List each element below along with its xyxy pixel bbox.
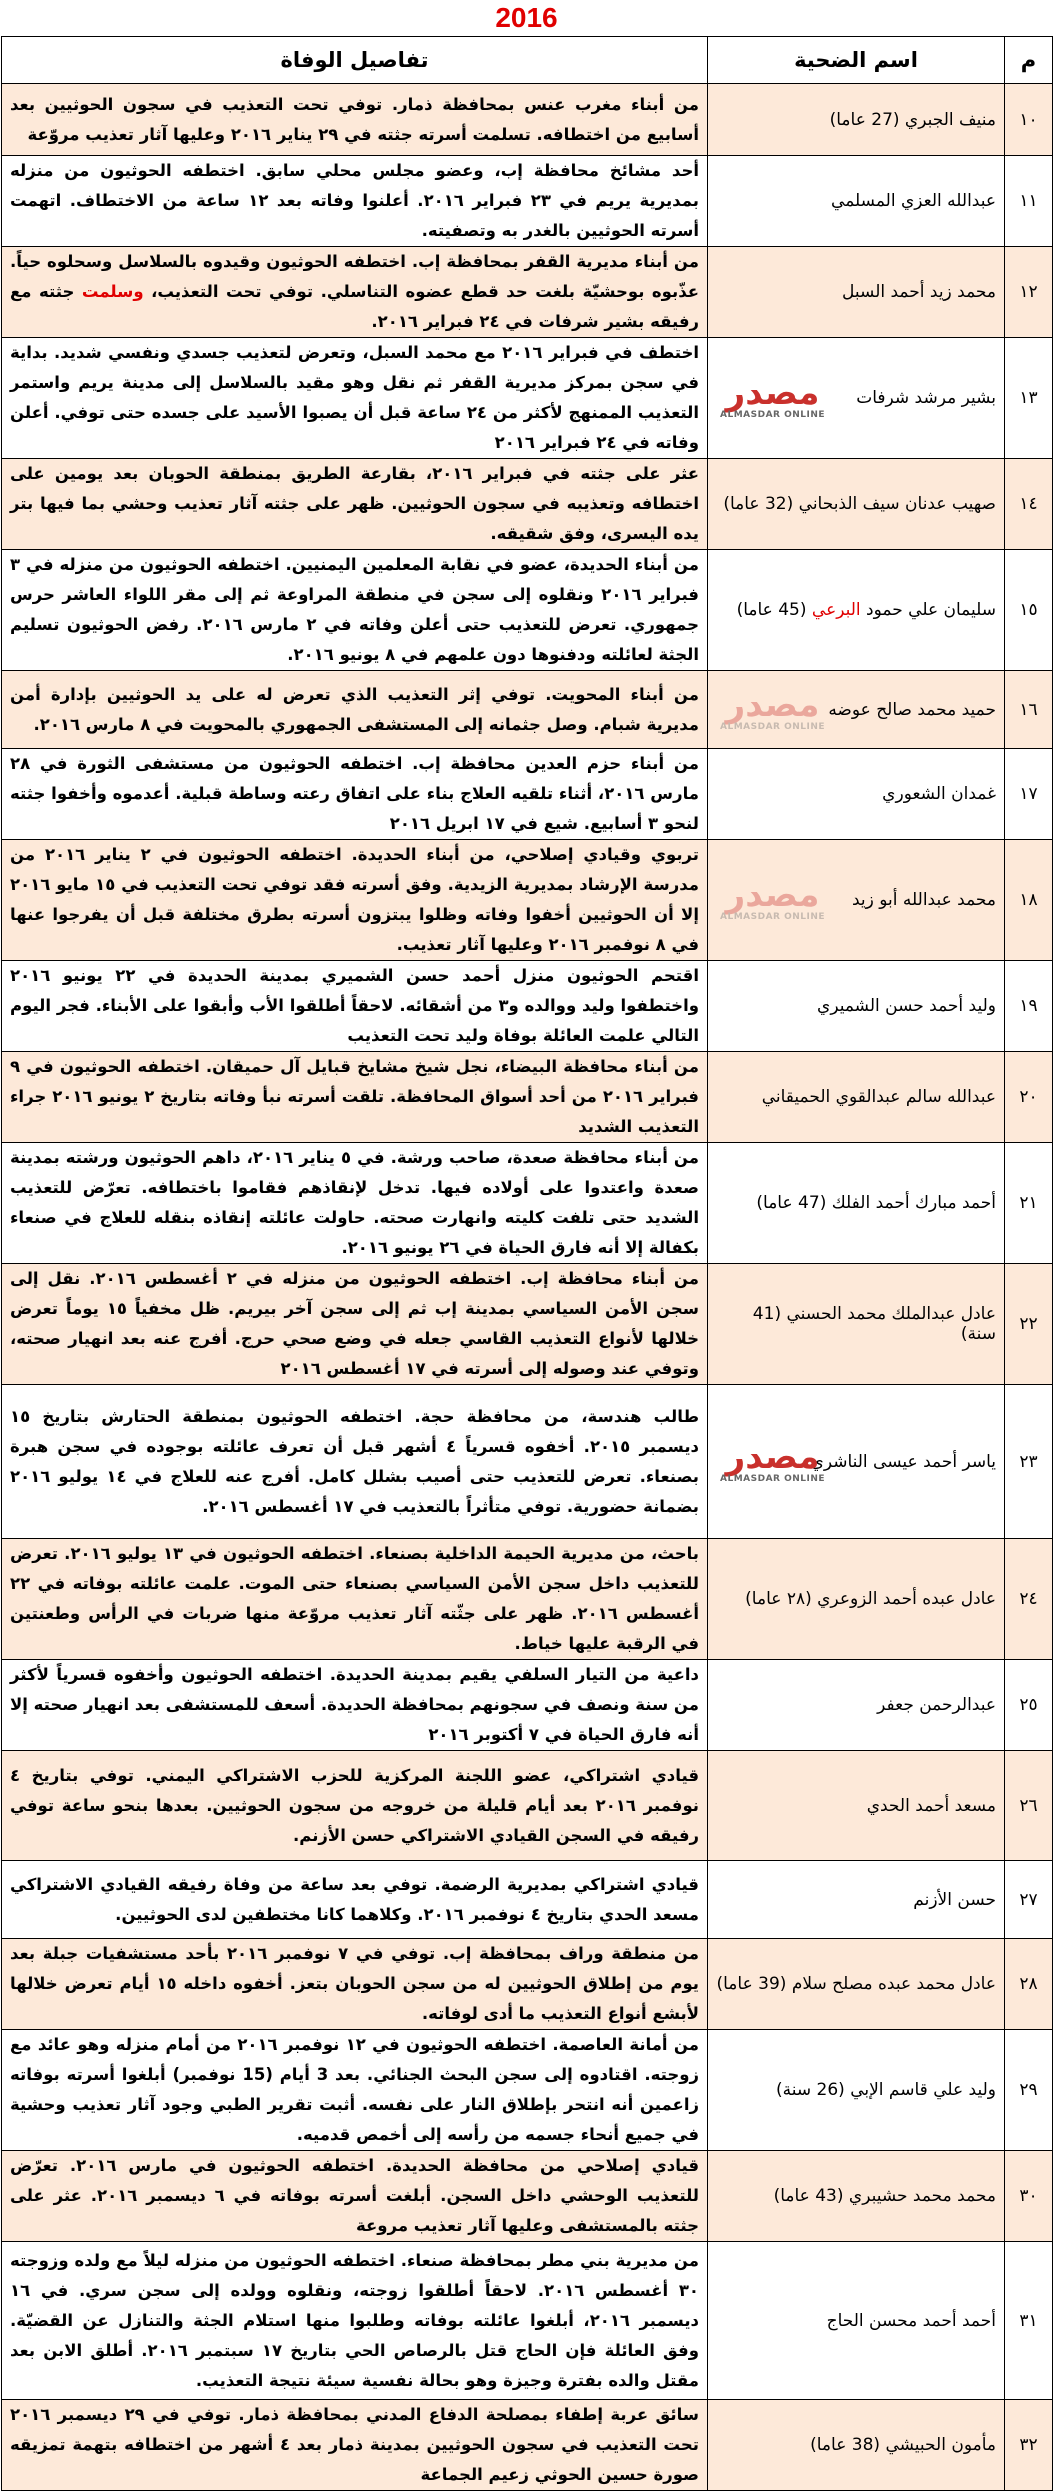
victim-name — [708, 550, 1005, 671]
death-details — [2, 671, 708, 749]
table-row — [2, 1861, 1053, 1939]
table-row — [2, 671, 1053, 749]
victim-name-text: أحمد أحمد محسن الحاج — [826, 2310, 996, 2331]
victim-name — [708, 338, 1005, 459]
table-row — [2, 459, 1053, 550]
table-row — [2, 1939, 1053, 2030]
death-details-text: من أبناء محافظة البيضاء، نجل شيخ مشايخ قبايل آل حميقان. اختطفه الحوثيون في ٩ فبراير ٢٠١٦ من أحد أسواق المحافظة. تلقت أسرته نبأ وفاته بتاريخ ٢ يونيو ٢٠١٦ جراء التعذيب الشديد — [10, 1057, 699, 1136]
row-number: ١٩ — [1005, 961, 1053, 1052]
row-number: ٣٠ — [1005, 2151, 1053, 2242]
victim-name — [708, 1143, 1005, 1264]
almasdar-logo-watermark — [720, 373, 826, 420]
death-details-text: من منطقة وراف بمحافظة إب. توفي في ٧ نوفمبر ٢٠١٦ بأحد مستشفيات جبلة بعد يوم من إطلاق الحوثيين له من سجن الحوبان بتعز. أخفوه داخله ١٥ أيام تعرض خلالها لأبشع أنواع التعذيب ما أدى لوفاته. — [10, 1944, 699, 2023]
death-details — [2, 550, 708, 671]
death-details-text: قيادي إصلاحي من محافظة الحديدة. اختطفه الحوثيون في مارس ٢٠١٦. تعرّض للتعذيب الوحشي داخل السجن. أبلغت أسرته بوفاته في ٦ ديسمبر ٢٠١٦. عثر على جثته بالمستشفى وعليها آثار تعذيب مروعة — [10, 2156, 699, 2235]
victim-name — [708, 156, 1005, 247]
table-row — [2, 156, 1053, 247]
victim-name — [708, 1052, 1005, 1143]
death-details-text: باحث، من مديرية الحيمة الداخلية بصنعاء. اختطفه الحوثيون في ١٣ يوليو ٢٠١٦. تعرض للتعذيب داخل سجن الأمن السياسي بصنعاء حتى الموت. علمت عائلته بوفاته في ٢٢ أغسطس ٢٠١٦. ظهر على جثّته آثار تعذيب مروّعة منها ضربات في الرأس وطعنتين في الرقبة عليها خياط. — [10, 1544, 700, 1653]
death-details-text: من أبناء حزم العدين محافظة إب. اختطفه الحوثيون من مستشفى الثورة في ٢٨ مارس ٢٠١٦، أثناء تلقيه العلاج بناء على اتفاق رعته وساطة قبلية. أعدموه وأخفوا جثته لنحو ٣ أسابيع. شيع في ١٧ ابريل ٢٠١٦ — [10, 754, 699, 833]
death-details — [2, 1539, 708, 1660]
victim-name-text: عادل محمد عبده مصلح سلام (39 عاما) — [716, 1974, 996, 1994]
victim-name-text: عبدالله سالم عبدالقوي الحميقاني — [761, 1087, 996, 1107]
victim-name-text: وليد أحمد حسن الشميري — [817, 996, 996, 1016]
victim-name-text: عبدالله العزي المسلمي — [831, 191, 996, 211]
almasdar-logo-watermark — [720, 875, 826, 922]
table-row — [2, 749, 1053, 840]
victim-name-text: مأمون الحبيشي (38 عاما) — [810, 2435, 996, 2455]
death-details-text: قيادي اشتراكي، عضو اللجنة المركزية للحزب الاشتراكي اليمني. توفي بتاريخ ٤ نوفمبر ٢٠١٦ بعد أيام قليلة من خروجه من سجون الحوثيين. بعدها بنحو ساعة توفي رفيقه في السجن القيادي الاشتراكي حسن الأزنم. — [10, 1765, 699, 1845]
victim-name — [708, 247, 1005, 338]
victim-name-text: عادل عبدالملك محمد الحسني (41 سنة) — [752, 1304, 996, 1344]
table-row — [2, 84, 1053, 156]
row-number: ١٥ — [1005, 550, 1053, 671]
row-number: ٢٤ — [1005, 1539, 1053, 1660]
death-details — [2, 1264, 708, 1385]
death-details — [2, 1660, 708, 1751]
header-name: اسم الضحية — [708, 37, 1005, 84]
death-details — [2, 1385, 708, 1539]
death-details — [2, 2151, 708, 2242]
death-details-text: سائق عربة إطفاء بمصلحة الدفاع المدني بمحافظة ذمار. توفي في ٢٩ ديسمبر ٢٠١٦ تحت التعذيب في سجون الحوثيين بمدينة ذمار بعد ٤ أشهر من اختطافه بتهمة تمزيقه صورة حسين الحوثي زعيم الجماعة — [10, 2405, 699, 2484]
death-details-text: داعية من التيار السلفي يقيم بمدينة الحديدة. اختطفه الحوثيون وأخفوه قسرياً لأكثر من سنة ونصف في سجونهم بمحافظة الحديدة. أسعف للمستشفى بعد انهيار صحته إلا أنه فارق الحياة في ٧ أكتوبر ٢٠١٦ — [9, 1665, 699, 1744]
victim-name-part: البرعي — [811, 600, 861, 620]
death-details-text: من أبناء مغرب عنس بمحافظة ذمار. توفي تحت التعذيب في سجون الحوثيين بعد أسابيع من اختطافه. تسلمت أسرته جثته في ٢٩ يناير ٢٠١٦ وعليها آثار تعذيب مروّعة — [10, 94, 699, 144]
table-row — [2, 1264, 1053, 1385]
victim-name-part: سليمان علي حمود — [860, 600, 996, 620]
row-number: ٢٣ — [1005, 1385, 1053, 1539]
victim-name-text: منيف الجبري (27 عاما) — [829, 109, 996, 130]
row-number: ٣٢ — [1005, 2400, 1053, 2491]
victim-name — [708, 840, 1005, 961]
header-details: تفاصيل الوفاة — [2, 37, 708, 84]
victim-name — [708, 1861, 1005, 1939]
death-details-text: أحد مشائخ محافظة إب، وعضو مجلس محلي سابق. اختطفه الحوثيون من منزله بمديرية يريم في ٢٣ فبراير ٢٠١٦. أعلنوا وفاته بعد ١٢ ساعة من الاختطاف. اتهمت أسرته الحوثيين بالغدر به وتصفيته. — [10, 161, 699, 240]
victim-name-text: صهيب عدنان سيف الذبحاني (32 عاما) — [723, 494, 996, 514]
row-number: ١٣ — [1005, 338, 1053, 459]
death-details-part: من أبناء مديرية القفر بمحافظة إب. اختطفه الحوثيون وقيدوه بالسلاسل وسحلوه حياً. عذّبوه بوحشيّة بلغت حد قطع عضوه التناسلي. توفي تحت التعذيب، — [10, 252, 699, 301]
row-number: ٢٢ — [1005, 1264, 1053, 1385]
death-details-text: من أبناء محافظة إب. اختطفه الحوثيون من منزله في ٢ أغسطس ٢٠١٦. نقل إلى سجن الأمن السياسي بمدينة إب ثم إلى سجن آخر بيريم. ظل مخفياً ١٥ يوماً تعرض خلالها لأنواع التعذيب القاسي جعله في وضع صحي حرج. أفرج عنه بعد انهيار صحته، وتوفي عند وصوله إلى أسرته في ١٧ أغسطس ٢٠١٦ — [10, 1269, 699, 1378]
watermark-text: مصدر — [725, 875, 820, 915]
death-details-part: جثته مع رفيقه بشير شرفات في ٢٤ فبراير ٢٠١٦. — [10, 282, 699, 331]
row-number: ١١ — [1005, 156, 1053, 247]
table-row — [2, 1052, 1053, 1143]
victim-name-text: وليد علي قاسم الإبي (26 سنة) — [776, 2080, 996, 2100]
victims-table — [1, 36, 1053, 2491]
row-number: ١٦ — [1005, 671, 1053, 749]
victim-name-text: عبدالرحمن جعفر — [877, 1695, 996, 1715]
death-details — [2, 1861, 708, 1939]
victim-name — [708, 1385, 1005, 1539]
watermark-text: مصدر — [725, 373, 820, 413]
victim-name-text: مسعد أحمد الحدي — [866, 1795, 996, 1816]
victim-name-text: محمد عبدالله أبو زيد — [852, 890, 996, 910]
watermark-text: مصدر — [725, 1436, 820, 1477]
death-details-text: من مديرية بني مطر بمحافظة صنعاء. اختطفه الحوثيون من منزله ليلاً مع ولده وزوجته ٣٠ أغسطس ٢٠١٦. لاحقاً أطلقوا زوجته، ونقلوه وولده إلى سجن سري. في ١٦ ديسمبر ٢٠١٦، أبلغوا عائلته بوفاته وطلبوا منها استلام الجثة والتنازل عن القضيّة. وفق العائلة فإن الحاج قتل بالرصاص الحي بتاريخ ١٧ سبتمبر ٢٠١٦. أطلق الابن بعد مقتل والده بفترة وجيزة وهو بحالة نفسية سيئة نتيجة التعذيب. — [10, 2250, 699, 2390]
death-details — [2, 156, 708, 247]
table-row — [2, 1660, 1053, 1751]
year-title: 2016 — [495, 2, 558, 33]
watermark-subtitle: ALMASDAR ONLINE — [720, 721, 826, 732]
death-details-text: طالب هندسة، من محافظة حجة. اختطفه الحوثيون بمنطقة الحتارش بتاريخ ١٥ ديسمبر ٢٠١٥. أخفوه قسرياً ٤ أشهر قبل أن تعرف عائلته بوجوده في سجن هبرة بصنعاء. تعرض للتعذيب حتى أصيب بشلل كامل. أفرج عنه للعلاج في ١٤ يوليو ٢٠١٦ بضمانة حضورية. توفي متأثراً بالتعذيب في ١٧ أغسطس ٢٠١٦. — [10, 1406, 700, 1516]
death-details — [2, 1143, 708, 1264]
victim-name — [708, 1751, 1005, 1861]
table-row — [2, 961, 1053, 1052]
row-number: ١٢ — [1005, 247, 1053, 338]
table-row — [2, 2242, 1053, 2400]
victim-name-text: ياسر أحمد عيسى الناشري — [810, 1451, 996, 1472]
table-row — [2, 550, 1053, 671]
death-details-text: قيادي اشتراكي بمديرية الرضمة. توفي بعد ساعة من وفاة رفيقه القيادي الاشتراكي مسعد الحدي بتاريخ ٤ نوفمبر ٢٠١٦. وكلاهما كانا مختطفين لدى الحوثيين. — [10, 1874, 699, 1924]
victim-name — [708, 459, 1005, 550]
row-number: ١٨ — [1005, 840, 1053, 961]
victim-name-text: حسن الأزنم — [913, 1889, 996, 1910]
victim-name — [708, 1939, 1005, 2030]
row-number: ٢٨ — [1005, 1939, 1053, 2030]
death-details — [2, 459, 708, 550]
death-details — [2, 84, 708, 156]
row-number: ٢٧ — [1005, 1861, 1053, 1939]
death-details — [2, 2030, 708, 2151]
table-row — [2, 2151, 1053, 2242]
victim-name-text: غمدان الشعوري — [882, 784, 996, 804]
death-details — [2, 1751, 708, 1861]
victim-name — [708, 671, 1005, 749]
header-num: م — [1005, 37, 1053, 84]
death-details-text: من أبناء المحويت. توفي إثر التعذيب الذي تعرض له على يد الحوثيين بإدارة أمن مديرية شبام. وصل جثمانه إلى المستشفى الجمهوري بالمحويت في ٨ مارس ٢٠١٦. — [10, 684, 699, 734]
table-row — [2, 1385, 1053, 1539]
death-details — [2, 338, 708, 459]
victim-name — [708, 749, 1005, 840]
table-row — [2, 247, 1053, 338]
victim-name-text: محمد زيد أحمد السبل — [842, 282, 996, 302]
table-row — [2, 2030, 1053, 2151]
row-number: ١٧ — [1005, 749, 1053, 840]
almasdar-logo-watermark — [720, 684, 826, 732]
victim-name — [708, 2400, 1005, 2491]
death-details — [2, 840, 708, 961]
row-number: ٢٦ — [1005, 1751, 1053, 1861]
victim-name — [708, 1264, 1005, 1385]
table-row — [2, 840, 1053, 961]
victim-name-text: أحمد مبارك أحمد الفلك (47 عاما) — [756, 1193, 996, 1213]
victim-name — [708, 2242, 1005, 2400]
death-details-text: من أبناء محافظة صعدة، صاحب ورشة. في ٥ يناير ٢٠١٦، داهم الحوثيون ورشته بمدينة صعدة واعتدوا على أولاده فيها. تدخل لإنقاذهم فقاموا باختطافه. تعرّض للتعذيب الشديد حتى تلفت كليته وانهارت صحته. حاولت عائلته إنقاذه بنقله للعلاج في صنعاء بكفالة إلا أنه فارق الحياة في ٢٦ يونيو ٢٠١٦. — [10, 1148, 699, 1257]
table-row — [2, 1539, 1053, 1660]
victim-name — [708, 961, 1005, 1052]
death-details-text: من أبناء الحديدة، عضو في نقابة المعلمين اليمنيين. اختطفه الحوثيون من منزله في ٣ فبراير ٢٠١٦ ونقلوه إلى سجن في منطقة المراوعة ثم إلى مقر اللواء العاشر حرس جمهوري. تعرض للتعذيب حتى أعلن وفاته في ٢ مارس ٢٠١٦. رفض الحوثيون تسليم الجثة لعائلته ودفنوها دون علمهم في ٨ يونيو ٢٠١٦. — [10, 555, 700, 664]
table-header-row — [2, 37, 1053, 84]
death-details-part: وسلمت — [81, 282, 144, 301]
victim-name — [708, 2151, 1005, 2242]
watermark-text: مصدر — [725, 684, 820, 725]
death-details — [2, 247, 708, 338]
death-details-text: تربوي وقيادي إصلاحي، من أبناء الحديدة. اختطفه الحوثيون في ٢ يناير ٢٠١٦ من مدرسة الإرشاد بمديرية الزيدية. وفق أسرته فقد توفي تحت التعذيب في ١٥ مايو ٢٠١٦ إلا أن الحوثيين أخفوا وفاته وظلوا يبتزون أسرته بطرق مختلفة قبل أن يفرجوا عنها في ٨ نوفمبر ٢٠١٦ وعليها آثار تعذيب. — [10, 845, 699, 954]
table-row — [2, 2400, 1053, 2491]
death-details-text: اقتحم الحوثيون منزل أحمد حسن الشميري بمدينة الحديدة في ٢٢ يونيو ٢٠١٦ واختطفوا وليد ووالده و٣ من أشقائه. لاحقاً أطلقوا الأب وأبقوا على الأبناء. فجر اليوم التالي علمت العائلة بوفاة وليد تحت التعذيب — [10, 966, 699, 1045]
victim-name — [708, 1539, 1005, 1660]
victim-name-text: عادل عبده أحمد الزوعري (٢٨ عاما) — [745, 1589, 996, 1609]
table-row — [2, 338, 1053, 459]
victim-name — [708, 1660, 1005, 1751]
death-details — [2, 749, 708, 840]
victim-name-text: بشير مرشد شرفات — [856, 388, 996, 408]
row-number: ١٤ — [1005, 459, 1053, 550]
almasdar-logo-watermark — [720, 1436, 826, 1484]
death-details-text: من أمانة العاصمة. اختطفه الحوثيون في ١٢ نوفمبر ٢٠١٦ من أمام منزله وهو عائد مع زوجته. اقتادوه إلى سجن البحث الجنائي. بعد 3 أيام (15 نوفمبر) أبلغوا أسرته بوفاته زاعمين أنه انتحر بإطلاق النار على نفسه. أثبت تقرير الطبي وجود آثار تعذيب وحشية في جميع أنحاء جسمه من رأسه إلى أخمص قدميه. — [10, 2035, 699, 2144]
row-number: ٢٩ — [1005, 2030, 1053, 2151]
watermark-subtitle: ALMASDAR ONLINE — [720, 410, 826, 420]
death-details — [2, 1052, 708, 1143]
death-details-text: عثر على جثته في فبراير ٢٠١٦، بقارعة الطريق بمنطقة الحوبان بعد يومين على اختطافه وتعذيبه في سجون الحوثيين. ظهر على جثته آثار تعذيب وحشي بما فيها بتر يده اليسرى، وفق شقيقه. — [10, 464, 699, 543]
row-number: ١٠ — [1005, 84, 1053, 156]
death-details — [2, 961, 708, 1052]
victim-name — [708, 84, 1005, 156]
table-row — [2, 1143, 1053, 1264]
watermark-subtitle: ALMASDAR ONLINE — [720, 1473, 826, 1484]
row-number: ٢٥ — [1005, 1660, 1053, 1751]
death-details-text: اختطف في فبراير ٢٠١٦ مع محمد السبل، وتعرض لتعذيب جسدي ونفسي شديد. بداية في سجن بمركز مديرية القفر ثم نقل وهو مقيد بالسلاسل إلى مدينة يريم واستمر التعذيب الممنهج لأكثر من ٢٤ ساعة قبل أن يصبوا الأسيد على جسده حتى توفي. أعلن وفاته في ٢٤ فبراير ٢٠١٦ — [10, 343, 700, 452]
row-number: ٣١ — [1005, 2242, 1053, 2400]
death-details — [2, 1939, 708, 2030]
victim-name — [708, 2030, 1005, 2151]
victim-name-text: محمد محمد حشيبري (43 عاما) — [773, 2186, 996, 2206]
victim-name-part: (45 عاما) — [736, 600, 812, 620]
row-number: ٢٠ — [1005, 1052, 1053, 1143]
watermark-subtitle: ALMASDAR ONLINE — [720, 912, 826, 922]
death-details — [2, 2242, 708, 2400]
victim-name-text: حميد محمد صالح عوضه — [828, 699, 996, 720]
row-number: ٢١ — [1005, 1143, 1053, 1264]
table-row — [2, 1751, 1053, 1861]
death-details — [2, 2400, 708, 2491]
